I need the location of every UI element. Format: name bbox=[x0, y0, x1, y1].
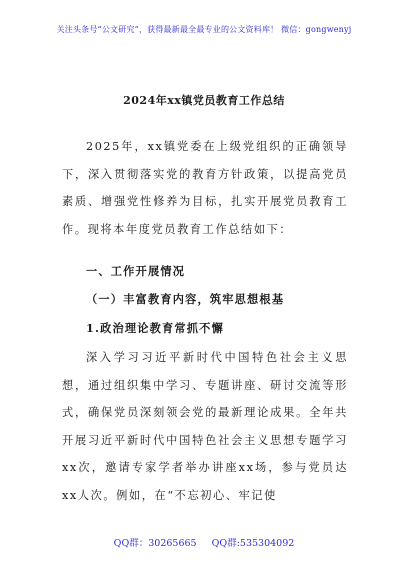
header-banner: 关注头条号“公文研究”，获得最新最全最专业的公文资料库！ 微信：gongwenyj bbox=[56, 25, 352, 34]
document-title: 2024年xx镇党员教育工作总结 bbox=[123, 94, 285, 107]
subsection-heading: （一）丰富教育内容，筑牢思想根基 bbox=[86, 292, 285, 306]
qq-group-1: QQ群：30265665 bbox=[113, 538, 197, 549]
intro-paragraph: 2025年，xx镇党委在上级党组织的正确领导下，深入贯彻落实党的教育方针政策，以提高党员素质、增强党性修养为目标，扎实开展党员教育工作。现将本年度党员教育工作总结如下： bbox=[62, 140, 348, 236]
footer-contact bbox=[0, 535, 408, 549]
section-heading: 一、工作开展情况 bbox=[86, 264, 186, 278]
item-heading: 1.政治理论教育常抓不懈 bbox=[86, 321, 224, 335]
qq-group-2: QQ群:535304092 bbox=[211, 538, 295, 549]
item-body-paragraph: 深入学习习近平新时代中国特色社会主义思想，通过组织集中学习、专题讲座、研讨交流等形式，确保党员深刻领会党的最新理论成果。全年共开展习近平新时代中国特色社会主义思想专题学习xx次，邀请专家学者举办讲座xx场，参与党员达xx人次。例如，在“不忘初心、牢记使 bbox=[62, 351, 348, 502]
